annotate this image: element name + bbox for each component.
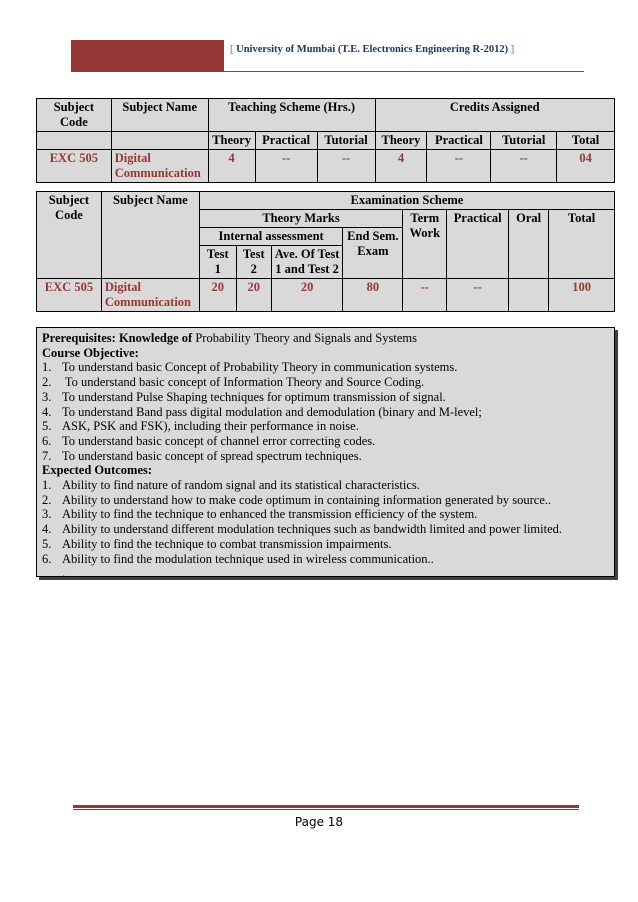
list-item: 2. To understand basic concept of Information Theory and Source Coding. xyxy=(42,375,425,390)
cr-row-practical: -- xyxy=(427,150,491,183)
ex-header-subject-code: Subject Code xyxy=(37,192,102,279)
ts-empty-cell xyxy=(111,132,208,150)
list-item: 2. Ability to understand how to make code optimum in containing information generated by source.. xyxy=(42,492,552,507)
footer-rule xyxy=(73,805,579,808)
header-rule xyxy=(224,71,584,72)
ex-row-oral xyxy=(509,279,549,312)
prerequisites-line: Prerequisites: Knowledge of Probability Theory and Signals and Systems xyxy=(42,331,417,345)
objective-heading: Course Objective: xyxy=(42,345,139,360)
ex-header-end-sem: End Sem. Exam xyxy=(343,228,403,279)
list-item: 1. Ability to find nature of random signal and its statistical characteristics. xyxy=(42,478,420,493)
ts-empty-cell xyxy=(37,132,112,150)
ex-header-subject-name: Subject Name xyxy=(101,192,199,279)
list-item: 5. Ability to find the technique to combat transmission impairments. xyxy=(42,536,392,551)
ts-row-theory: 4 xyxy=(208,150,255,183)
outcome-heading: Expected Outcomes: xyxy=(42,463,153,478)
cr-sub-theory: Theory xyxy=(375,132,427,150)
ts-row-code: EXC 505 xyxy=(37,150,112,183)
page-number: Page 18 xyxy=(294,815,344,829)
list-item: 7. To understand basic concept of spread spectrum techniques. xyxy=(42,448,362,463)
cr-row-tutorial: -- xyxy=(491,150,557,183)
teaching-scheme-table xyxy=(36,98,615,183)
ex-row-name: Digital Communication xyxy=(101,279,199,312)
ts-header-subject-code: Subject Code xyxy=(37,99,112,132)
ts-header-teaching-scheme: Teaching Scheme (Hrs.) xyxy=(208,99,375,132)
ex-row-total: 100 xyxy=(549,279,615,312)
ex-header-total: Total xyxy=(549,210,615,279)
list-item: 6. Ability to find the modulation technique used in wireless communication.. xyxy=(42,551,434,566)
objectives-list xyxy=(42,360,609,463)
ex-row-test2: 20 xyxy=(236,279,271,312)
ex-row-practical: -- xyxy=(447,279,509,312)
running-header: [ University of Mumbai (T.E. Electronics Engineering R-2012) ] xyxy=(230,44,515,55)
cr-sub-practical: Practical xyxy=(427,132,491,150)
ts-sub-practical: Practical xyxy=(255,132,317,150)
ts-row-tutorial: -- xyxy=(317,150,375,183)
header-color-block xyxy=(71,40,224,72)
cr-sub-tutorial: Tutorial xyxy=(491,132,557,150)
ex-row-end-sem: 80 xyxy=(343,279,403,312)
list-item: 6. To understand basic concept of channel error correcting codes. xyxy=(42,433,376,448)
ex-header-theory-marks: Theory Marks xyxy=(199,210,402,228)
outcomes-list xyxy=(42,478,609,566)
list-item: 1. To understand basic Concept of Probability Theory in communication systems. xyxy=(42,360,458,375)
ex-header-internal: Internal assessment xyxy=(199,228,343,246)
ex-row-code: EXC 505 xyxy=(37,279,102,312)
ex-row-average: 20 xyxy=(271,279,343,312)
ex-header-oral: Oral xyxy=(509,210,549,279)
list-item: 5. ASK, PSK and FSK), including their performance in noise. xyxy=(42,419,359,434)
ex-header-exam-scheme: Examination Scheme xyxy=(199,192,614,210)
list-item: 4. Ability to understand different modulation techniques such as bandwidth limited and power limited. xyxy=(42,522,563,537)
ex-header-test1: Test 1 xyxy=(199,246,236,279)
cr-sub-total: Total xyxy=(557,132,615,150)
examination-scheme-table xyxy=(36,191,615,312)
cr-row-theory: 4 xyxy=(375,150,427,183)
ts-header-subject-name: Subject Name xyxy=(111,99,208,132)
ex-row-test1: 20 xyxy=(199,279,236,312)
ex-row-term-work: -- xyxy=(403,279,447,312)
ts-sub-theory: Theory xyxy=(208,132,255,150)
trailing-dot: . xyxy=(62,566,66,581)
footer-rule-thin xyxy=(73,809,579,810)
ex-header-test2: Test 2 xyxy=(236,246,271,279)
list-item: 3. To understand Pulse Shaping techniques for optimum transmission of signal. xyxy=(42,389,446,404)
ex-header-term-work: Term Work xyxy=(403,210,447,279)
ts-row-name: Digital Communication xyxy=(111,150,208,183)
list-item: 4. To understand Band pass digital modulation and demodulation (binary and M-level; xyxy=(42,404,482,419)
ex-header-practical: Practical xyxy=(447,210,509,279)
ex-header-average: Ave. Of Test 1 and Test 2 xyxy=(271,246,343,279)
ts-row-practical: -- xyxy=(255,150,317,183)
course-description-box xyxy=(36,327,615,581)
ts-sub-tutorial: Tutorial xyxy=(317,132,375,150)
ts-header-credits: Credits Assigned xyxy=(375,99,615,132)
list-item: 3. Ability to find the technique to enhanced the transmission efficiency of the system. xyxy=(42,507,478,522)
cr-row-total: 04 xyxy=(557,150,615,183)
